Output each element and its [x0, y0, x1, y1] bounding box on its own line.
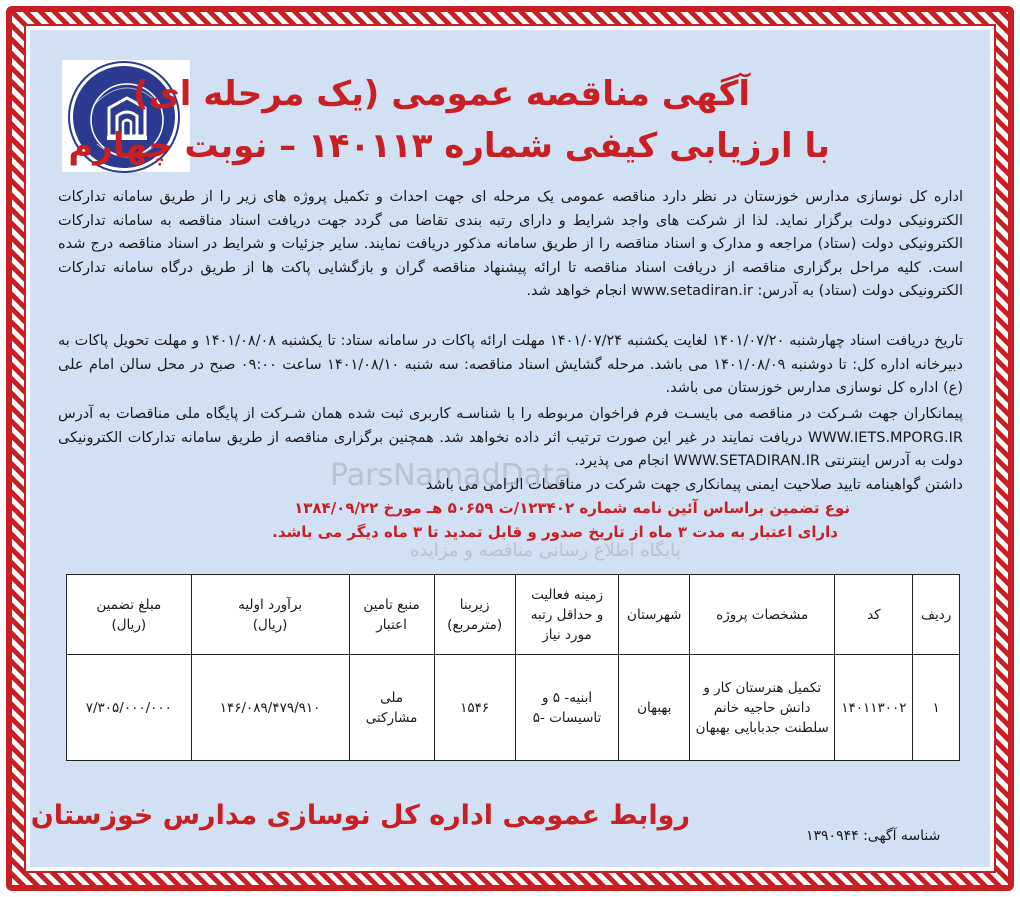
header-area — [434, 575, 515, 655]
cell-field-line-2: تاسیسات -۵ — [532, 709, 602, 726]
paragraph-requirements: پیمانکاران جهت شـرکت در مناقصه می بایسـت فرم فراخوان مربوطه را با شناسـه کاربری ثبت شده همان شـرکت از پایگاه ملی مناقصات به آدرس WWW.IETS.MPORG.IR دریافت نمایند در غیر این صورت ترتیب اثر داده نخواهد شد. همچنین برگزاری مناقصه از طریق سامانه تدارکات الکترونیکی دولت به آدرس اینترنتی WWW.SETADIRAN.IR انجام می پذیرد. — [58, 406, 963, 470]
cell-project: تکمیل هنرستان کار و دانش حاجیه خانم سلطنت جدبابایی بهبهان — [690, 655, 835, 761]
header-field-line-2: و حداقل رتبه — [530, 606, 604, 623]
header-area-line-1: زیربنا — [459, 596, 490, 613]
cell-guarantee: ۷/۳۰۵/۰۰۰/۰۰۰ — [67, 655, 192, 761]
guarantee-type: نوع تضمین براساس آئین نامه شماره ۱۲۳۴۰۲/ت ۵۰۶۵۹ هـ مورخ ۱۳۸۴/۰۹/۲۲ — [294, 499, 850, 517]
table-header-row — [67, 575, 960, 655]
header-area-line-2: (مترمربع) — [447, 616, 503, 633]
header-city: شهرستان — [619, 575, 690, 655]
cell-row-no: ۱ — [913, 655, 960, 761]
header-field-line-1: زمینه فعالیت — [531, 586, 604, 603]
cell-fund-line-1: ملی — [380, 689, 404, 706]
cell-code: ۱۴۰۱۱۳۰۰۲ — [835, 655, 913, 761]
paragraph-safety: داشتن گواهینامه تایید صلاحیت ایمنی پیمانکاری جهت شرکت در مناقصات الزامی می باشد — [425, 477, 963, 493]
header-guarantee-line-2: (ریال) — [111, 616, 147, 633]
header-fund — [349, 575, 434, 655]
header-fund-line-1: منبع تامین — [363, 596, 420, 613]
header-estimate-line-1: برآورد اولیه — [238, 596, 303, 613]
cell-estimate: ۱۴۶/۰۸۹/۴۷۹/۹۱۰ — [191, 655, 349, 761]
header-estimate — [191, 575, 349, 655]
header-guarantee — [67, 575, 192, 655]
header-row-no: ردیف — [913, 575, 960, 655]
header-guarantee-line-1: مبلغ تضمین — [96, 596, 162, 613]
cell-fund — [349, 655, 434, 761]
cell-city: بهبهان — [619, 655, 690, 761]
tender-table — [66, 574, 960, 761]
watermark-text-2: پایگاه اطلاع رسانی مناقصه و مزایده — [410, 540, 681, 561]
cell-area: ۱۵۴۶ — [434, 655, 515, 761]
cell-field — [515, 655, 619, 761]
cell-fund-line-2: مشارکتی — [365, 709, 418, 726]
notice-id: شناسه آگهی: ۱۳۹۰۹۴۴ — [806, 828, 941, 844]
paragraph-dates: تاریخ دریافت اسناد چهارشنبه ۱۴۰۱/۰۷/۲۰ لغایت یکشنبه ۱۴۰۱/۰۷/۲۴ مهلت ارائه پاکات در سامانه ستاد: تا یکشنبه ۱۴۰۱/۰۸/۰۸ و مهلت تحویل پاکات به دبیرخانه اداره کل: تا دوشنبه ۱۴۰۱/۰۸/۰۹ می باشد. مرحله گشایش اسناد مناقصه: سه شنبه ۱۴۰۱/۰۸/۱۰ ساعت ۰۹:۰۰ صبح در محل سالن امام علی (ع) اداره کل نوسازی مدارس خوزستان می باشد. — [58, 333, 963, 397]
paragraph-intro: اداره کل نوسازی مدارس خوزستان در نظر دارد مناقصه عمومی یک مرحله ای جهت احداث و تکمیل پروژه های زیر را از طریق سامانه تدارکات الکترونیکی دولت برگزار نماید. لذا از شرکت های واجد شرایط و دارای رتبه بندی تقاضا می گردد جهت دریافت اسناد مناقصه به سامانه تدارکات الکترونیکی دولت (ستاد) مراجعه و مدارک و اسناد مناقصه را از طریق سامانه مذکور دریافت نمایند. سایر جزئیات و شرایط در اسناد مناقصه درج شده است. کلیه مراحل برگزاری مناقصه از دریافت اسناد مناقصه تا ارائه پیشنهاد مناقصه گران و بازگشایی پاکت ها از طریق درگاه سامانه تدارکات الکترونیکی دولت (ستاد) به آدرس: www.setadiran.ir انجام خواهد شد. — [58, 189, 963, 300]
header-fund-line-2: اعتبار — [376, 616, 407, 633]
cell-field-line-1: ابنیه- ۵ و — [541, 689, 593, 706]
watermark-text: ParsNamadData — [330, 458, 573, 493]
footer-signature: روابط عمومی اداره کل نوسازی مدارس خوزستان — [30, 800, 690, 831]
header-estimate-line-2: (ریال) — [252, 616, 288, 633]
header-field-line-3: مورد نیاز — [542, 626, 592, 643]
header-field — [515, 575, 619, 655]
header-code: کد — [835, 575, 913, 655]
notice-title: آگهی مناقصه عمومی (یک مرحله ای) — [133, 74, 750, 114]
table-row — [67, 655, 960, 761]
header-project: مشخصات پروژه — [690, 575, 835, 655]
guarantee-validity: دارای اعتبار به مدت ۳ ماه از تاریخ صدور و قابل تمدید تا ۳ ماه دیگر می باشد. — [272, 523, 838, 541]
notice-subtitle: با ارزیابی کیفی شماره ۱۴۰۱۱۳ – نوبت چهارم — [68, 126, 830, 166]
